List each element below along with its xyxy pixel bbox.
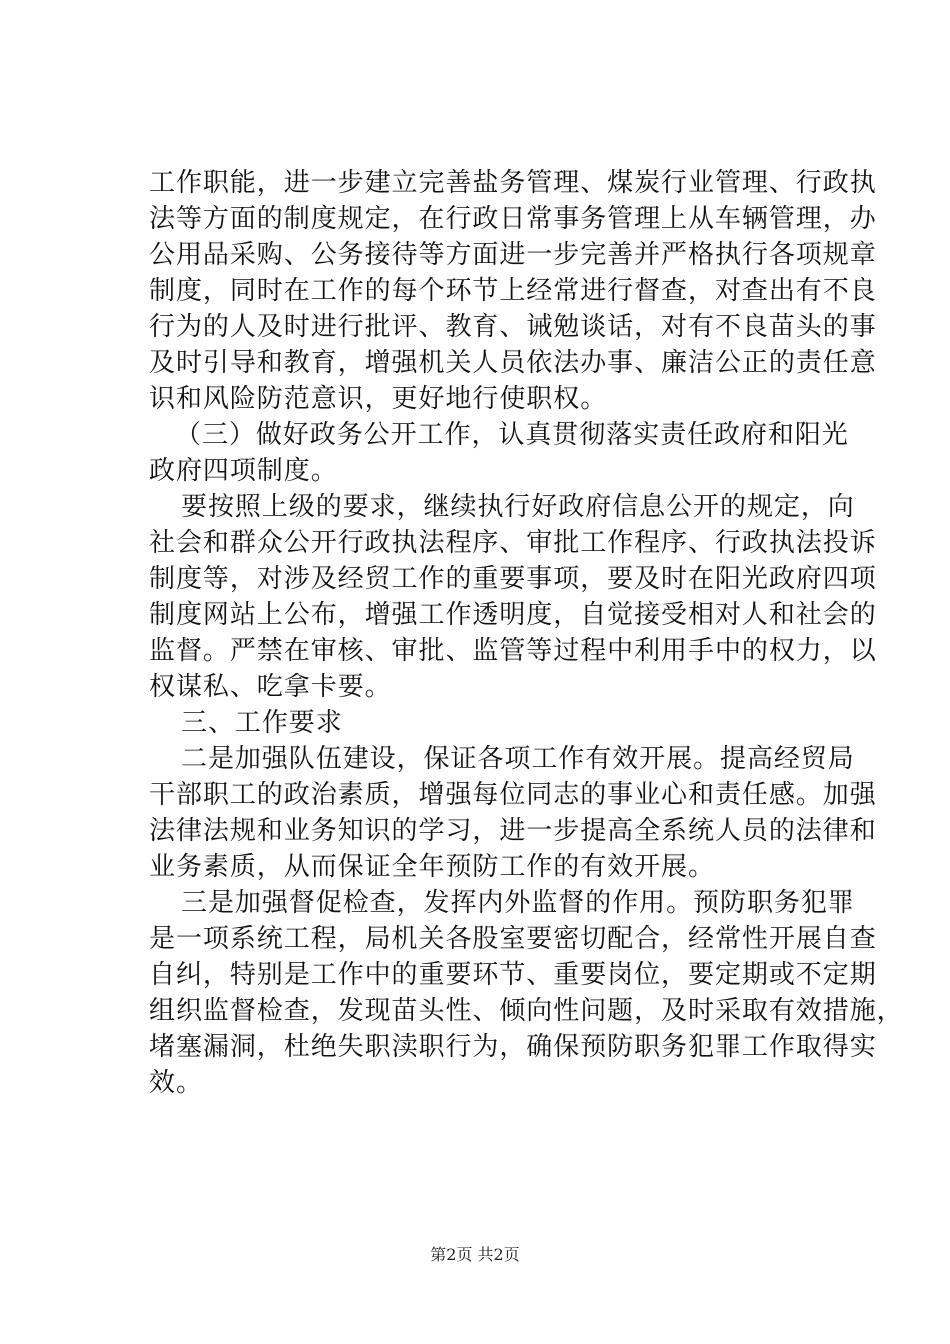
- body-text-line: 要按照上级的要求，继续执行好政府信息公开的规定，向: [181, 492, 855, 522]
- body-text-line: 权谋私、吃拿卡要。: [149, 672, 392, 702]
- body-text-line: 工作职能，进一步建立完善盐务管理、煤炭行业管理、行政执: [149, 168, 877, 198]
- body-text-line: 是一项系统工程，局机关各股室要密切配合，经常性开展自查: [149, 924, 877, 954]
- body-text-line: 行为的人及时进行批评、教育、诫勉谈话，对有不良苗头的事: [149, 312, 877, 342]
- section-heading-line: 政府四项制度。: [149, 456, 338, 486]
- body-text-line: 制度等，对涉及经贸工作的重要事项，要及时在阳光政府四项: [149, 564, 877, 594]
- body-text-line: 二是加强队伍建设，保证各项工作有效开展。提高经贸局: [181, 744, 855, 774]
- body-text-line: 三是加强督促检查，发挥内外监督的作用。预防职务犯罪: [181, 888, 855, 918]
- body-text-line: 效。: [149, 1068, 203, 1098]
- body-text-line: 识和风险防范意识，更好地行使职权。: [149, 384, 608, 414]
- body-text-line: 及时引导和教育，增强机关人员依法办事、廉洁公正的责任意: [149, 348, 877, 378]
- section-heading-line: 三、工作要求: [181, 708, 343, 738]
- body-text-line: 监督。严禁在审核、审批、监管等过程中利用手中的权力，以: [149, 636, 877, 666]
- body-text-line: 干部职工的政治素质，增强每位同志的事业心和责任感。加强: [149, 780, 877, 810]
- body-text-line: 制度网站上公布，增强工作透明度，自觉接受相对人和社会的: [149, 600, 877, 630]
- body-text-line: 法律法规和业务知识的学习，进一步提高全系统人员的法律和: [149, 816, 877, 846]
- body-text-line: 社会和群众公开行政执法程序、审批工作程序、行政执法投诉: [149, 528, 877, 558]
- body-text-line: 业务素质，从而保证全年预防工作的有效开展。: [149, 852, 715, 882]
- section-heading-line: （三）做好政务公开工作，认真贯彻落实责任政府和阳光: [175, 420, 849, 450]
- body-text-line: 制度，同时在工作的每个环节上经常进行督查，对查出有不良: [149, 276, 877, 306]
- body-text-line: 组织监督检查，发现苗头性、倾向性问题，及时采取有效措施，: [149, 996, 904, 1026]
- body-text-line: 堵塞漏洞，杜绝失职渎职行为，确保预防职务犯罪工作取得实: [149, 1032, 877, 1062]
- body-text-line: 公用品采购、公务接待等方面进一步完善并严格执行各项规章: [149, 240, 877, 270]
- page-number-footer: 第2页 共2页: [430, 1245, 520, 1264]
- body-text-line: 自纠，特别是工作中的重要环节、重要岗位，要定期或不定期: [149, 960, 877, 990]
- body-text-line: 法等方面的制度规定，在行政日常事务管理上从车辆管理，办: [149, 204, 877, 234]
